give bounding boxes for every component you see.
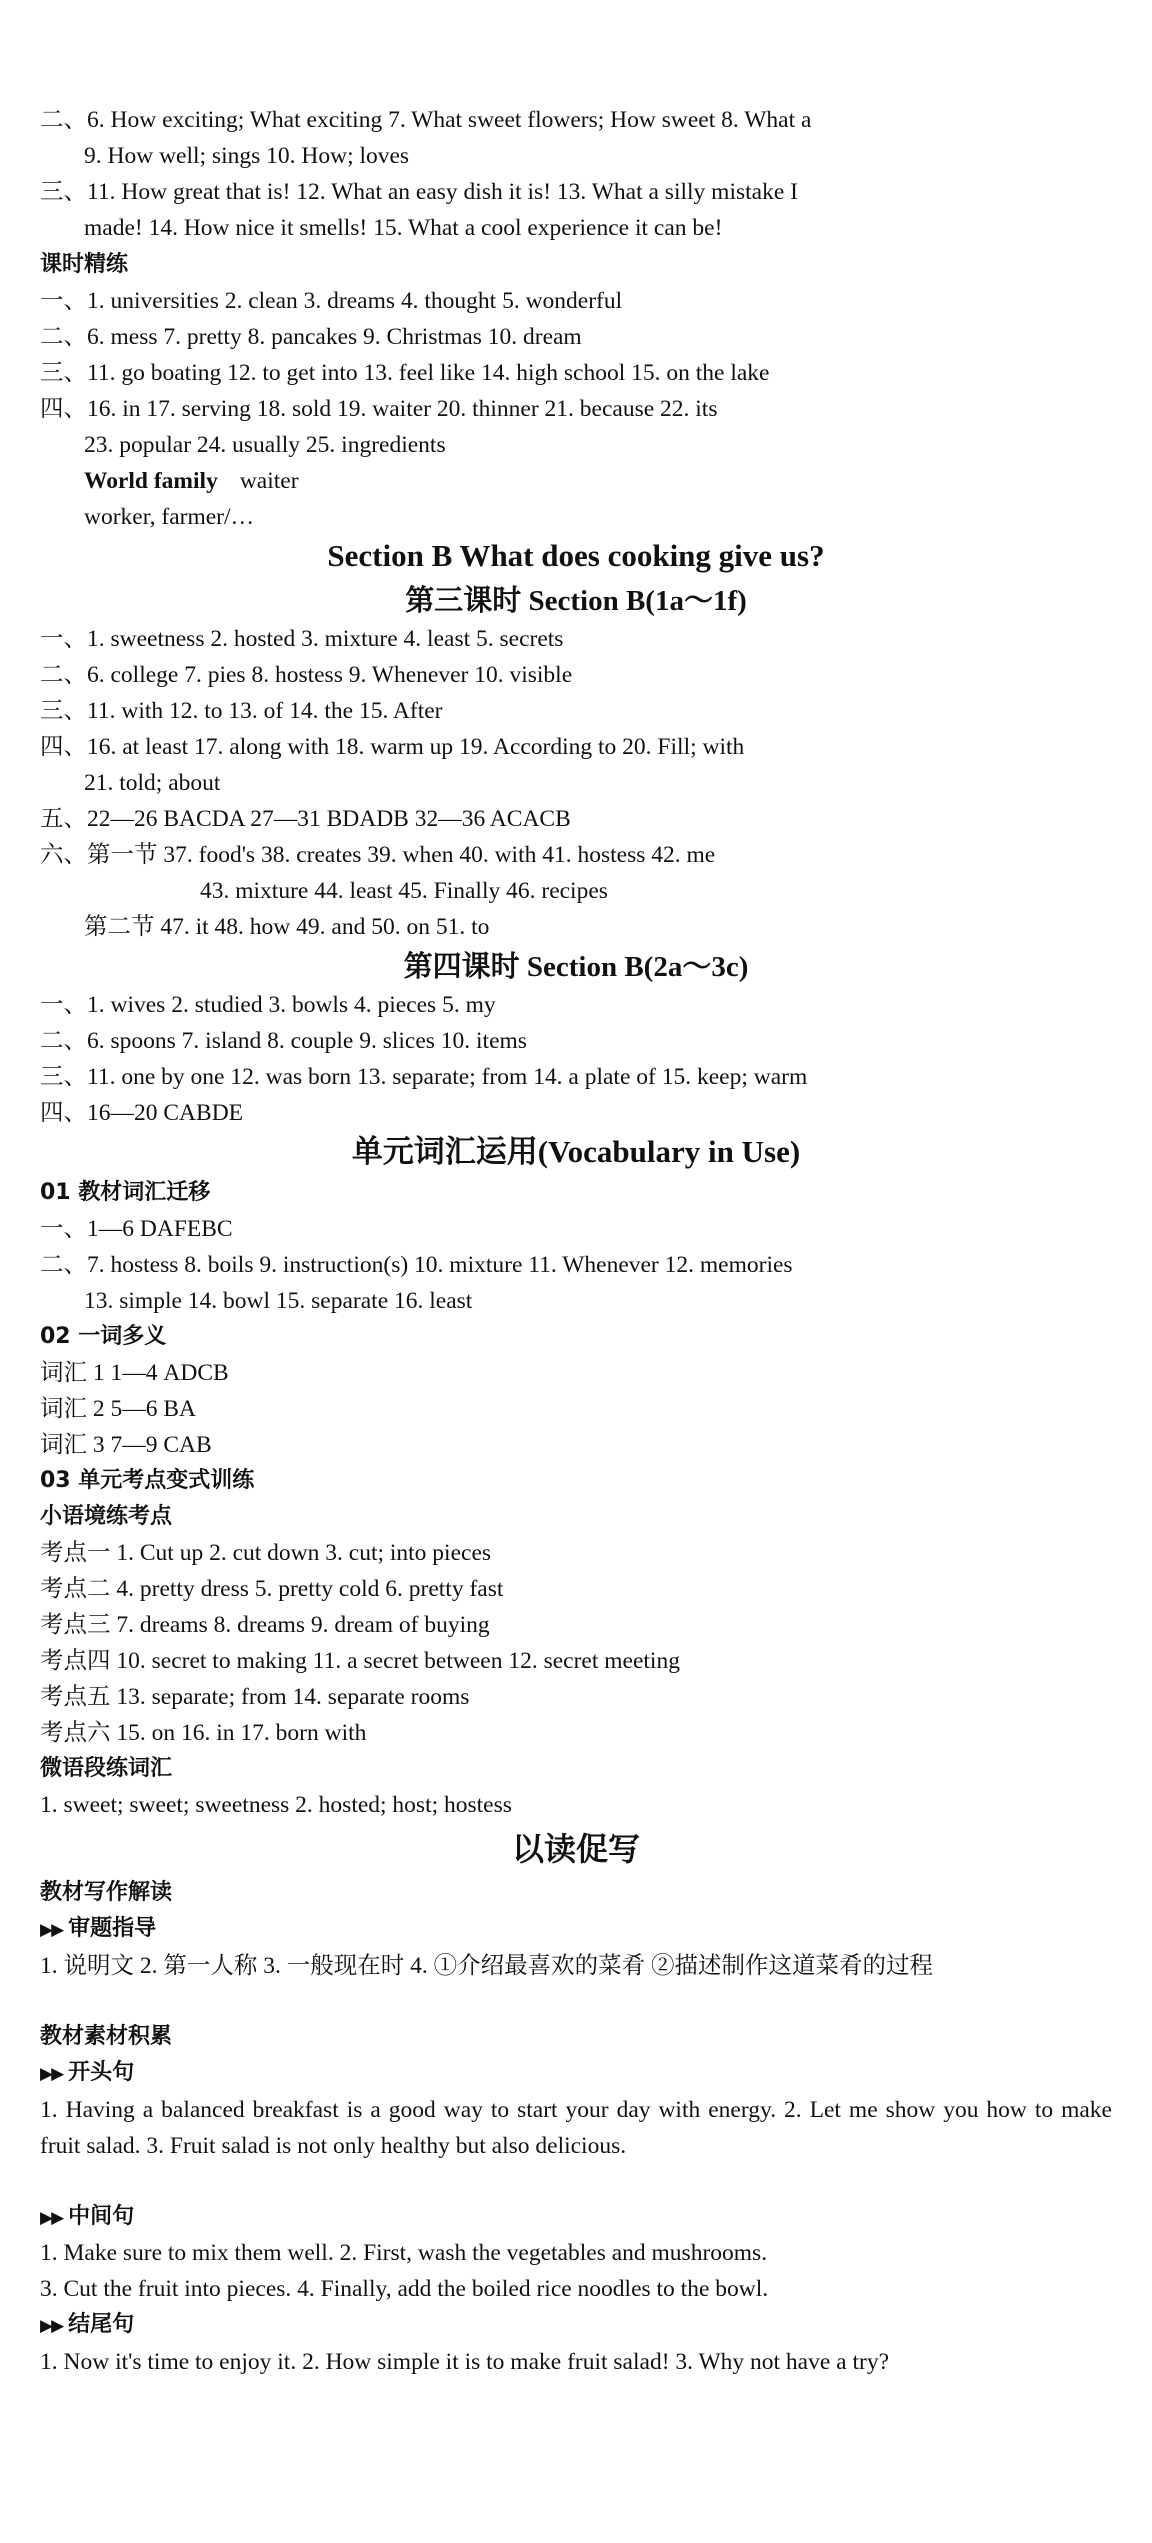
unit-title: 单元词汇运用(Vocabulary in Use)	[351, 1134, 801, 1169]
answer-line: 二、7. hostess 8. boils 9. instruction(s) 10. mixture 11. Whenever 12. memories	[40, 1252, 793, 1278]
double-triangle-icon: ▶▶	[40, 2208, 63, 2228]
answer-line: 四、16—20 CABDE	[40, 1100, 244, 1126]
answer-line: 三、11. with 12. to 13. of 14. the 15. After	[40, 698, 443, 724]
answer-text: waiter	[239, 468, 299, 494]
answer-line: 四、16. at least 17. along with 18. warm up 19. According to 20. Fill; with	[40, 734, 745, 760]
answer-line: 六、第一节 37. food's 38. creates 39. when 40. with 41. hostess 42. me	[40, 842, 716, 868]
answer-line: 词汇 2 5—6 BA	[40, 1396, 197, 1422]
subsection-heading: ▶▶ 审题指导	[40, 1916, 157, 1941]
subsection-heading: ▶▶ 结尾句	[40, 2312, 135, 2337]
answer-line: 考点一 1. Cut up 2. cut down 3. cut; into pieces	[40, 1540, 492, 1566]
answer-line: 二、6. spoons 7. island 8. couple 9. slices 10. items	[40, 1028, 527, 1054]
answer-line: 9. How well; sings 10. How; loves	[84, 143, 410, 169]
subsection-heading: 教材写作解读	[40, 1880, 173, 1905]
bold-label: World family	[84, 468, 218, 494]
answer-line: 考点二 4. pretty dress 5. pretty cold 6. pretty fast	[40, 1576, 504, 1602]
answer-line: 五、22—26 BACDA 27—31 BDADB 32—36 ACACB	[40, 806, 571, 832]
answer-line: 二、6. mess 7. pretty 8. pancakes 9. Christmas 10. dream	[40, 324, 582, 350]
answer-line: 21. told; about	[84, 770, 221, 796]
section-title: Section B What does cooking give us?	[327, 538, 825, 573]
answer-line: 考点四 10. secret to making 11. a secret between 12. secret meeting	[40, 1648, 680, 1674]
answer-line: made! 14. How nice it smells! 15. What a cool experience it can be!	[84, 215, 723, 241]
answer-line: 43. mixture 44. least 45. Finally 46. recipes	[200, 878, 608, 904]
answer-line	[84, 464, 299, 498]
section-heading: 课时精练	[40, 252, 129, 277]
lesson-title: 第四课时 Section B(2a～3c)	[403, 951, 749, 983]
double-triangle-icon: ▶▶	[40, 2064, 63, 2084]
answer-line: 一、1. wives 2. studied 3. bowls 4. pieces 5. my	[40, 992, 496, 1018]
paragraph: 1. Having a balanced breakfast is a good way to start your day with energy. 2. Let me show you how to make fruit salad. 3. Fruit salad is not only healthy but also delicious.	[40, 2097, 1112, 2159]
answer-line: 二、6. college 7. pies 8. hostess 9. Whenever 10. visible	[40, 662, 573, 688]
answer-line: 四、16. in 17. serving 18. sold 19. waiter 20. thinner 21. because 22. its	[40, 396, 718, 422]
writing-title: 以读促写	[511, 1830, 640, 1868]
subsection-heading: 微语段练词汇	[40, 1756, 173, 1781]
answer-line: 三、11. go boating 12. to get into 13. feel like 14. high school 15. on the lake	[40, 360, 770, 386]
subsection-heading: ▶▶ 中间句	[40, 2204, 135, 2229]
lesson-title: 第三课时 Section B(1a～1f)	[405, 585, 747, 617]
answer-line: 词汇 3 7—9 CAB	[40, 1432, 212, 1458]
answer-line: worker, farmer/…	[84, 504, 255, 530]
answer-line: 一、1—6 DAFEBC	[40, 1216, 233, 1242]
answer-line: 二、6. How exciting; What exciting 7. What sweet flowers; How sweet 8. What a	[40, 107, 812, 133]
paragraph: 1. Now it's time to enjoy it. 2. How simple it is to make fruit salad! 3. Why not have a try?	[40, 2349, 890, 2375]
answer-line: 23. popular 24. usually 25. ingredients	[84, 432, 446, 458]
answer-line: 3. Cut the fruit into pieces. 4. Finally, add the boiled rice noodles to the bowl.	[40, 2276, 769, 2302]
subsection-heading: 02 一词多义	[40, 1324, 167, 1349]
double-triangle-icon: ▶▶	[40, 1920, 63, 1940]
answer-line: 13. simple 14. bowl 15. separate 16. least	[84, 1288, 473, 1314]
answer-line: 考点三 7. dreams 8. dreams 9. dream of buying	[40, 1612, 490, 1638]
answer-line: 1. sweet; sweet; sweetness 2. hosted; host; hostess	[40, 1792, 512, 1818]
answer-line: 考点六 15. on 16. in 17. born with	[40, 1720, 367, 1746]
double-triangle-icon: ▶▶	[40, 2316, 63, 2336]
answer-line: 一、1. universities 2. clean 3. dreams 4. thought 5. wonderful	[40, 288, 623, 314]
subsection-heading: 01 教材词汇迁移	[40, 1180, 211, 1205]
paragraph: 1. 说明文 2. 第一人称 3. 一般现在时 4. ①介绍最喜欢的菜肴 ②描述制作这道菜肴的过程	[40, 1953, 933, 1979]
answer-line: 一、1. sweetness 2. hosted 3. mixture 4. least 5. secrets	[40, 626, 564, 652]
answer-line: 考点五 13. separate; from 14. separate rooms	[40, 1684, 470, 1710]
answer-line: 1. Make sure to mix them well. 2. First, wash the vegetables and mushrooms.	[40, 2240, 768, 2266]
answer-line: 词汇 1 1—4 ADCB	[40, 1360, 229, 1386]
answer-line: 第二节 47. it 48. how 49. and 50. on 51. to	[84, 914, 490, 940]
answer-line: 三、11. How great that is! 12. What an easy dish it is! 13. What a silly mistake I	[40, 179, 798, 205]
answer-line: 三、11. one by one 12. was born 13. separate; from 14. a plate of 15. keep; warm	[40, 1064, 808, 1090]
subsection-heading: 小语境练考点	[40, 1504, 173, 1529]
subsection-heading: 教材素材积累	[40, 2024, 173, 2049]
subsection-heading: ▶▶ 开头句	[40, 2060, 135, 2085]
subsection-heading: 03 单元考点变式训练	[40, 1468, 255, 1493]
